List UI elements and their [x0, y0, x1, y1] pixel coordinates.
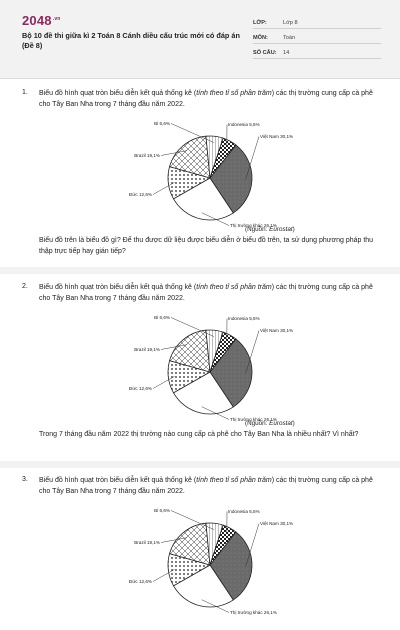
- slice-label: Thị trường khác 26,1%: [230, 223, 277, 228]
- slice-label: Brazil 19,1%: [134, 347, 160, 352]
- slice-label: Brazil 19,1%: [134, 540, 160, 545]
- source-note: [245, 420, 295, 427]
- info-value: Toán: [283, 35, 295, 41]
- question-number: 1.: [22, 89, 28, 96]
- question-number: 2.: [22, 283, 28, 290]
- slice-label: Việt Nam 30,1%: [260, 521, 293, 526]
- section-divider: [0, 267, 400, 274]
- info-row-count: [253, 44, 381, 59]
- question-text-start: Biểu đồ hình quạt tròn biểu diễn kết quả thống kê (: [39, 284, 196, 291]
- slice-label: Đức 12,6%: [129, 192, 152, 197]
- pie-chart: [110, 307, 310, 437]
- info-value: Lớp 8: [283, 20, 298, 26]
- leader-line: [246, 331, 259, 374]
- info-key: MÔN:: [253, 35, 283, 41]
- question-text-end: ) các thị trường cung cấp cà phê cho Tây Ban Nha trong 7 tháng đầu năm 2022.: [39, 477, 373, 495]
- question-text: [39, 476, 384, 497]
- question-text-start: Biểu đồ hình quạt tròn biểu diễn kết quả thống kê (: [39, 90, 196, 97]
- info-row-class: [253, 14, 381, 29]
- slice-label: Thị trường khác 26,1%: [230, 610, 277, 615]
- slice-label: Brazil 19,1%: [134, 153, 160, 158]
- document-title: Bộ 10 đề thi giữa kì 2 Toán 8 Cánh diều cấu trúc mới có đáp án (Đề 8): [22, 31, 252, 51]
- question-text-end: ) các thị trường cung cấp cà phê cho Tây Ban Nha trong 7 tháng đầu năm 2022.: [39, 90, 373, 108]
- source-prefix: (Nguồn:: [245, 226, 269, 233]
- slice-label: Thị trường khác 26,1%: [230, 417, 277, 422]
- slice-label: Bỉ 6,6%: [154, 120, 170, 126]
- question-text-start: Biểu đồ hình quạt tròn biểu diễn kết quả thống kê (: [39, 477, 196, 484]
- pie-chart: [110, 500, 310, 630]
- slice-label: Đức 12,6%: [129, 579, 152, 584]
- question-text-italic: tính theo tỉ số phần trăm: [196, 90, 272, 97]
- info-value: 14: [283, 50, 289, 56]
- source-prefix: (Nguồn:: [245, 420, 269, 427]
- slice-label: Đức 12,6%: [129, 386, 152, 391]
- info-key: SỐ CÂU:: [253, 50, 283, 56]
- site-logo[interactable]: [22, 13, 61, 28]
- slice-label: Indonesia 5,5%: [228, 122, 260, 127]
- leader-line: [246, 137, 259, 180]
- section-divider: [0, 461, 400, 468]
- slice-label: Việt Nam 30,1%: [260, 134, 293, 139]
- pie-chart: [110, 113, 310, 243]
- question-prompt: Trong 7 tháng đầu năm 2022 thị trường nào cung cấp cà phê cho Tây Ban Nha là nhiều nhất? Vì nhất?: [39, 430, 384, 441]
- info-key: LỚP:: [253, 20, 283, 26]
- info-row-subject: [253, 29, 381, 44]
- question-text: [39, 89, 384, 110]
- document-header: [0, 0, 400, 79]
- slice-label: Bỉ 6,6%: [154, 507, 170, 513]
- source-name: Eurostat: [269, 226, 292, 233]
- question-text-end: ) các thị trường cung cấp cà phê cho Tây Ban Nha trong 7 tháng đầu năm 2022.: [39, 284, 373, 302]
- document-info-table: [253, 14, 381, 59]
- slice-label: Indonesia 5,5%: [228, 509, 260, 514]
- logo-suffix: .vn: [53, 16, 61, 22]
- source-suffix: ): [293, 226, 295, 233]
- question-text-italic: tính theo tỉ số phần trăm: [196, 284, 272, 291]
- logo-text: 2048: [22, 13, 52, 28]
- question-text-italic: tính theo tỉ số phần trăm: [196, 477, 272, 484]
- question-text: [39, 283, 384, 304]
- slice-label: Indonesia 5,5%: [228, 316, 260, 321]
- source-name: Eurostat: [269, 420, 292, 427]
- slice-label: Việt Nam 30,1%: [260, 328, 293, 333]
- leader-line: [246, 524, 259, 567]
- question-prompt: Biểu đồ trên là biểu đồ gì? Để thu được dữ liệu được biểu diễn ở biểu đồ trên, ta sử dụng phương pháp thu thập trực tiếp hay gián tiếp?: [39, 236, 384, 257]
- slice-label: Bỉ 6,6%: [154, 314, 170, 320]
- question-number: 3.: [22, 476, 28, 483]
- source-note: [245, 226, 295, 233]
- source-suffix: ): [293, 420, 295, 427]
